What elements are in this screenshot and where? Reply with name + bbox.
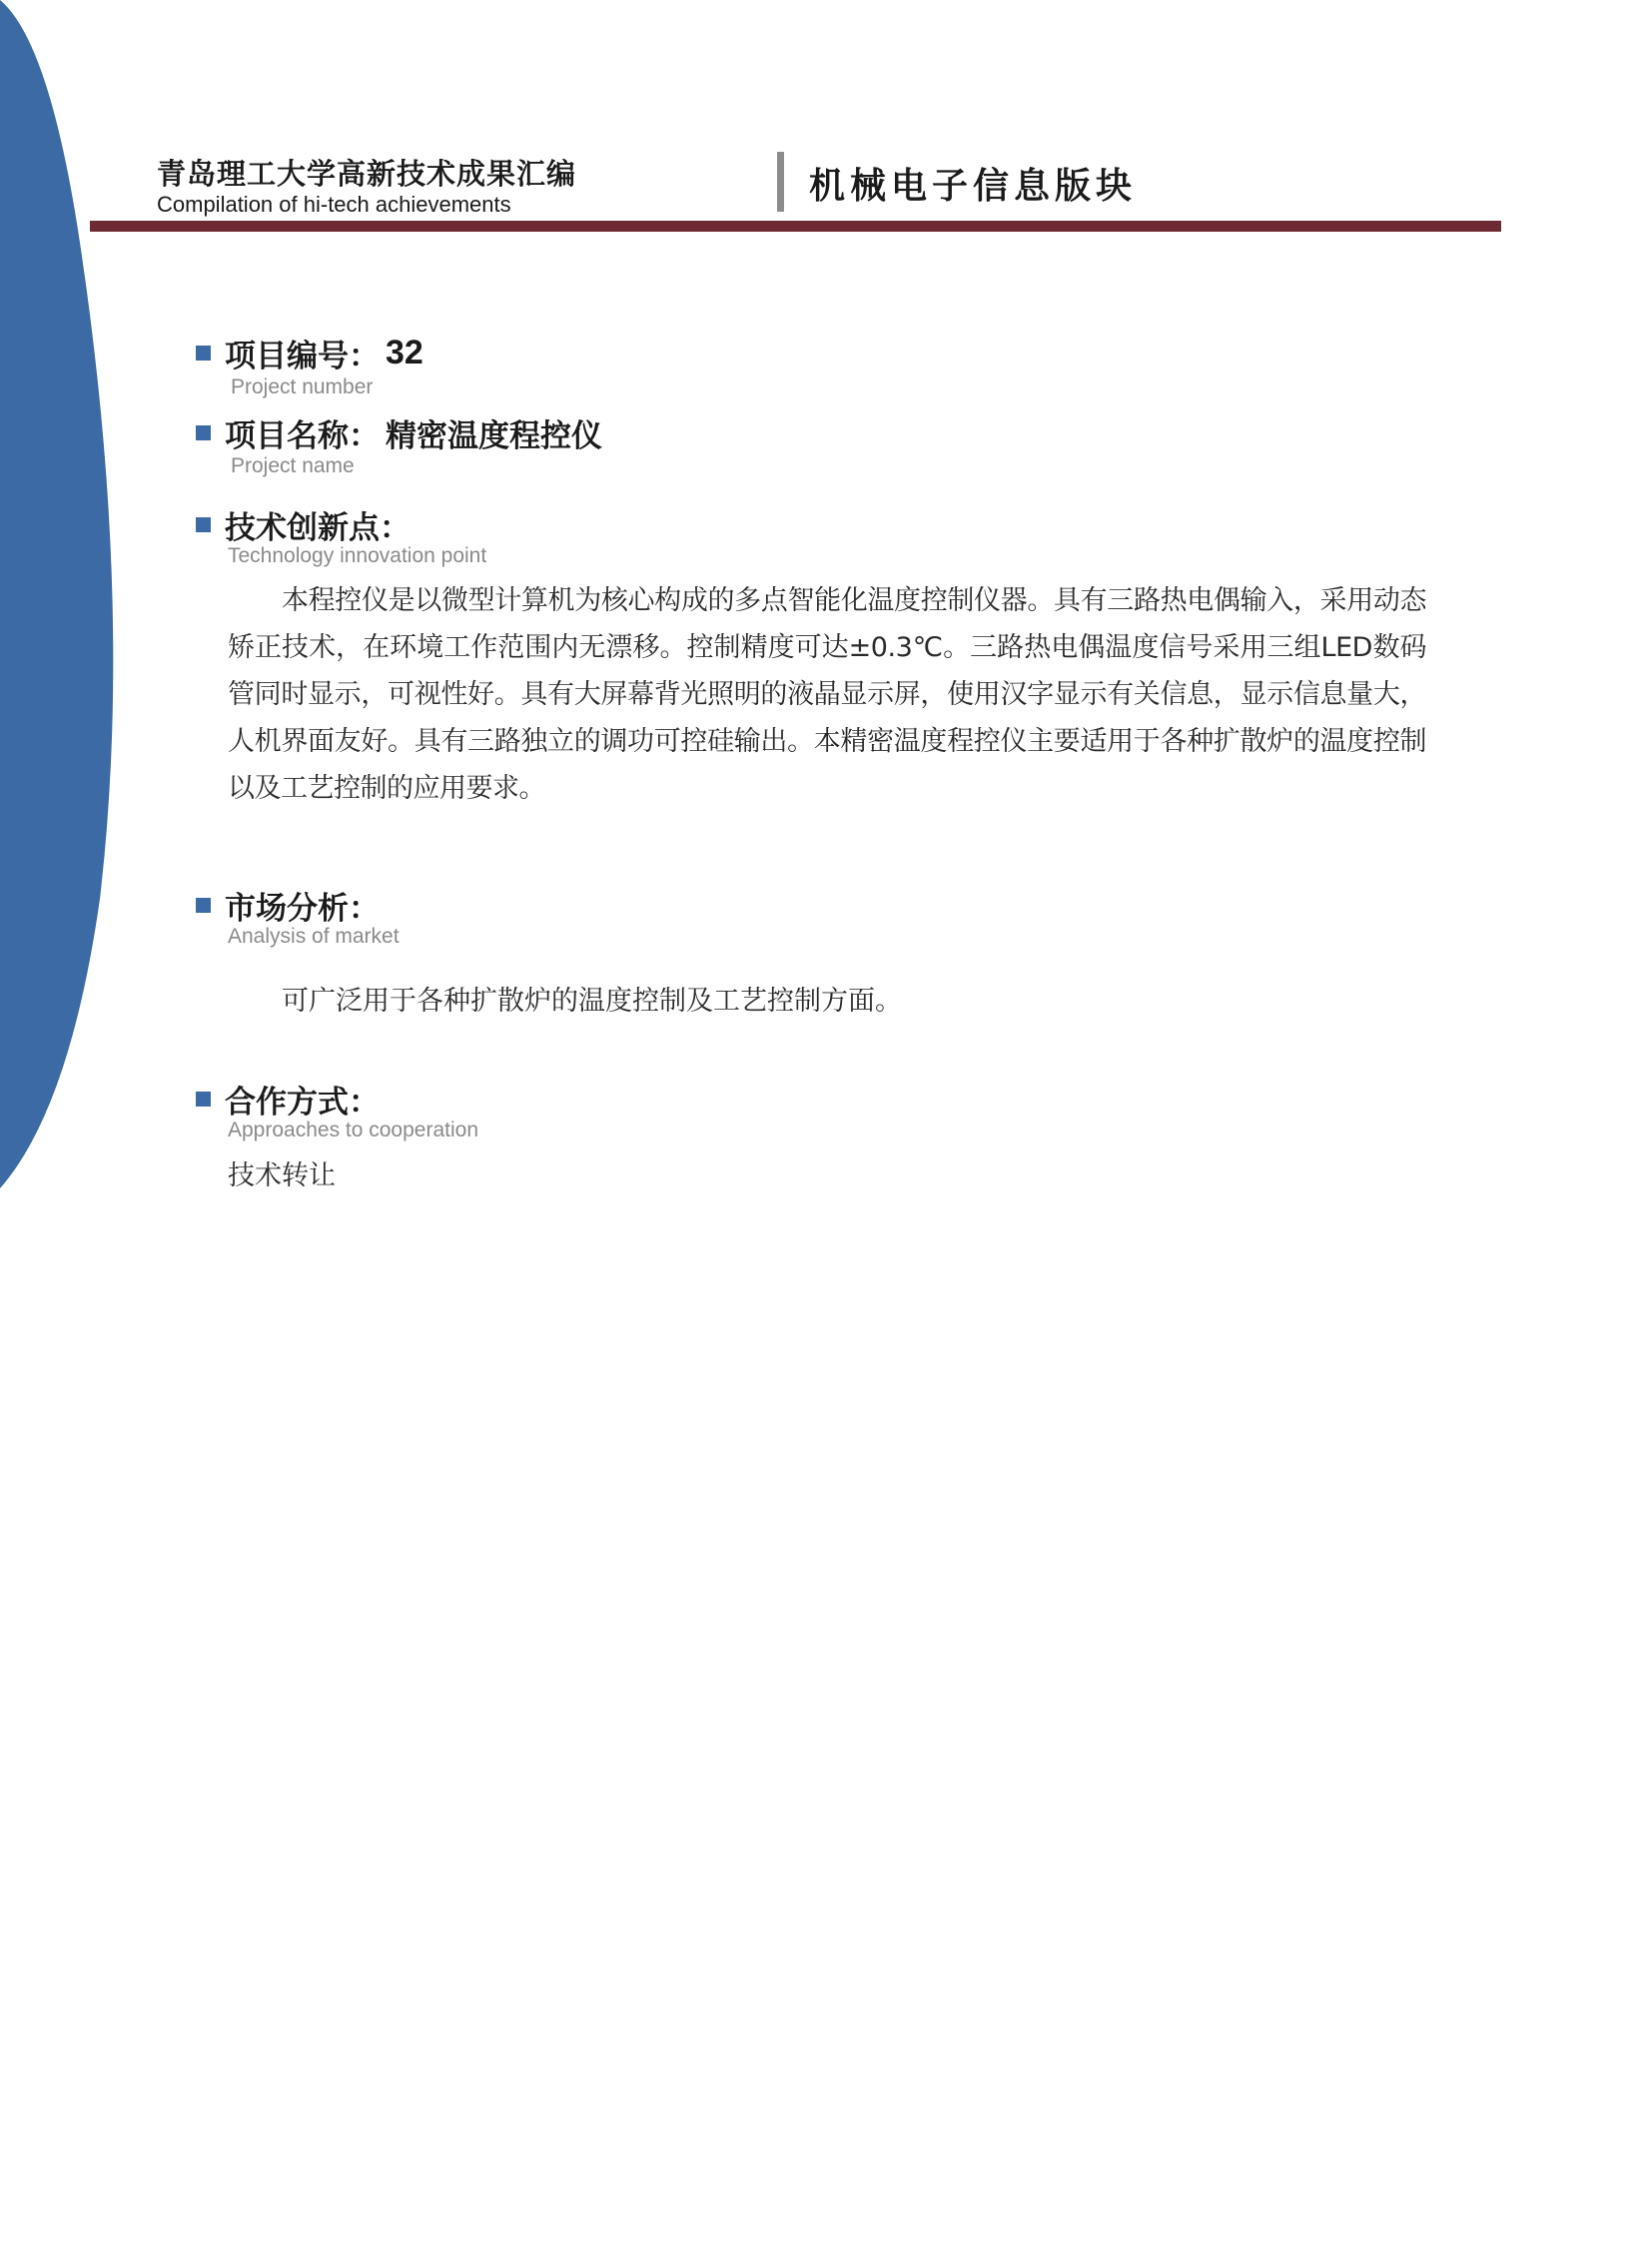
cooperation-en: Approaches to cooperation: [228, 1119, 479, 1141]
square-bullet-icon: [196, 517, 211, 532]
cooperation-text: 技术转让: [228, 1160, 336, 1191]
header-section-title: 机械电子信息版块: [809, 165, 1138, 207]
market-label: 市场分析：: [225, 891, 380, 927]
side-arc-shape: [0, 0, 113, 1188]
project-name-heading: [196, 410, 602, 455]
market-heading: [196, 883, 380, 928]
project-name-value: 精密温度程控仪: [386, 418, 602, 454]
header-title-cn: 青岛理工大学高新技术成果汇编: [157, 157, 577, 191]
project-name-label: 项目名称：: [225, 418, 380, 454]
square-bullet-icon: [196, 425, 211, 440]
square-bullet-icon: [196, 898, 211, 913]
cooperation-label: 合作方式：: [225, 1085, 380, 1121]
project-number-value: 32: [386, 334, 423, 372]
project-name-en: Project name: [231, 454, 355, 477]
side-decoration-arc: [0, 0, 130, 1188]
market-text: 可广泛用于各种扩散炉的温度控制及工艺控制方面。: [282, 986, 902, 1017]
market-en: Analysis of market: [228, 925, 400, 948]
innovation-heading: [196, 502, 411, 547]
square-bullet-icon: [196, 346, 211, 361]
project-number-heading: [196, 331, 423, 375]
cooperation-heading: [196, 1077, 380, 1121]
project-number-en: Project number: [231, 375, 374, 398]
header-title-en: Compilation of hi-tech achievements: [157, 192, 511, 217]
project-number-label: 项目编号：: [225, 339, 380, 374]
innovation-en: Technology innovation point: [228, 544, 487, 567]
header-rule: [90, 221, 1501, 232]
innovation-label: 技术创新点：: [225, 510, 411, 546]
square-bullet-icon: [196, 1092, 211, 1107]
innovation-text: 本程控仪是以微型计算机为核心构成的多点智能化温度控制仪器。具有三路热电偶输入，采用动态矫正技术，在环境工作范围内无漂移。控制精度可达±0.3℃。三路热电偶温度信号采用三组LED数码管同时显示，可视性好。具有大屏幕背光照明的液晶显示屏，使用汉字显示有关信息，显示信息量大，人机界面友好。具有三路独立的调功可控硅输出。本精密温度程控仪主要适用于各种扩散炉的温度控制以及工艺控制的应用要求。: [228, 585, 1426, 804]
header-divider: [777, 152, 784, 212]
